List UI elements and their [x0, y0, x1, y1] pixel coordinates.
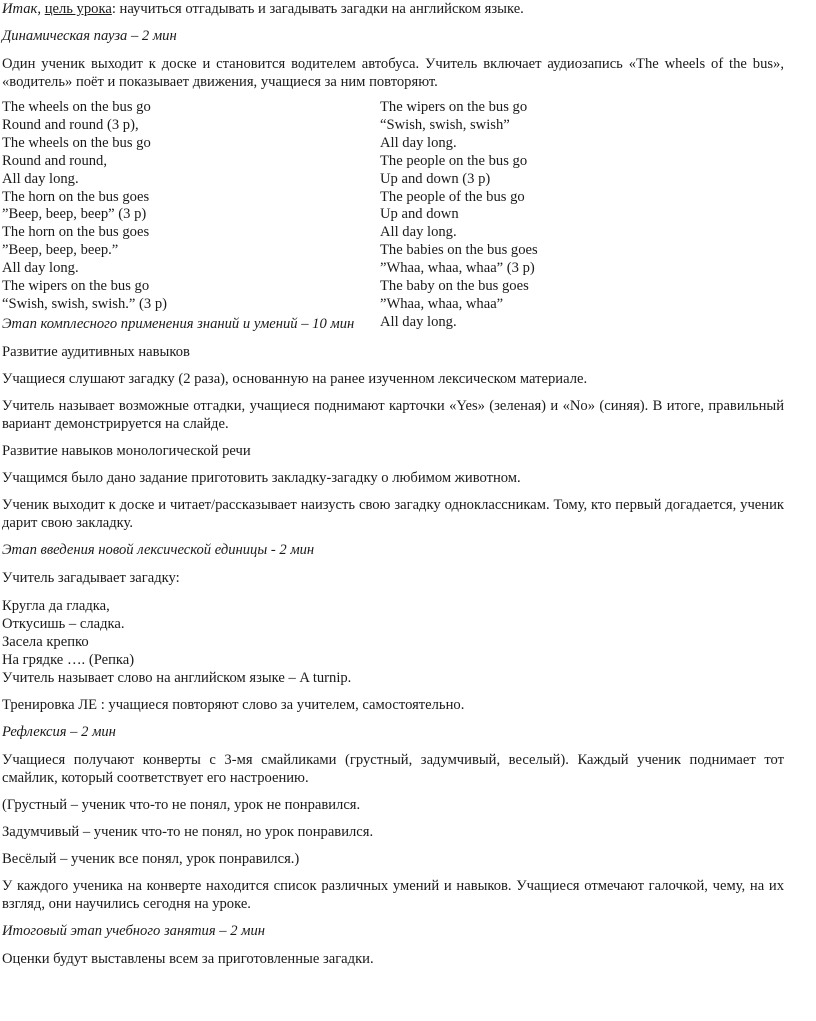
reflection-paragraph: Учащиеся получают конверты с 3-мя смайликами (грустный, задумчивый, веселый). Каждый ученик поднимает тот смайлик, который соответствует его настроению. — [2, 751, 784, 786]
reflection-paragraph: У каждого ученика на конверте находится список различных умений и навыков. Учащиеся отмечают галочкой, чему, на их взгляд, они научились сегодня на уроке. — [2, 877, 784, 912]
final-paragraph: Оценки будут выставлены всем за приготовленные загадки. — [2, 950, 374, 967]
song-lyrics — [2, 99, 784, 332]
reflection-paragraph: Весёлый – ученик все понял, урок понравился.) — [2, 850, 300, 867]
lyric-line: The wheels on the bus go — [2, 134, 151, 151]
reflection-paragraph: Задумчивый – ученик что-то не понял, но урок понравился. — [2, 823, 374, 840]
heading-new-unit: Этап введения новой лексической единицы - 2 мин — [2, 541, 315, 558]
lyric-line: Up and down — [380, 206, 459, 223]
subheading-speaking: Развитие навыков монологической речи — [2, 442, 251, 459]
riddle-line: Засела крепко — [2, 633, 89, 650]
lyric-line: The horn on the bus goes — [2, 188, 150, 205]
riddle-line: Откусишь – сладка. — [2, 615, 125, 632]
lyric-line: All day long. — [380, 134, 457, 151]
new-unit-paragraph: Учитель загадывает загадку: — [2, 569, 180, 586]
complex-paragraph: Ученик выходит к доске и читает/рассказывает наизусть свою загадку одноклассникам. Тому, кто первый догадается, ученик дарит свою закладку. — [2, 496, 784, 531]
lyric-line: The people of the bus go — [380, 188, 525, 205]
complex-paragraph: Учащиеся слушают загадку (2 раза), основанную на ранее изученном лексическом материале. — [2, 370, 588, 387]
intro-label: Итак — [2, 1, 38, 17]
riddle-line: Кругла да гладка, — [2, 597, 110, 614]
riddle-line: На грядке …. (Репка) — [2, 651, 135, 668]
lesson-goal: Итак, цель урока: научиться отгадывать и загадывать загадки на английском языке. — [2, 1, 524, 17]
lyric-line: The wipers on the bus go — [380, 99, 528, 115]
new-unit-paragraph: Тренировка ЛЕ : учащиеся повторяют слово за учителем, самостоятельно. — [2, 696, 465, 713]
dynamic-pause-text: Один ученик выходит к доске и становится водителем автобуса. Учитель включает аудиозапись «The wheels of the bus», «водитель» поёт и показывает движения, учащиеся за ним повторяют. — [2, 56, 784, 90]
lyric-line: Round and round, — [2, 152, 107, 169]
goal-text: : научиться отгадывать и загадывать загадки на английском языке. — [111, 1, 524, 17]
lyric-line: The babies on the bus goes — [380, 242, 538, 259]
lyric-line: The horn on the bus goes — [2, 224, 150, 241]
complex-paragraph: Учащимся было дано задание приготовить закладку-загадку о любимом животном. — [2, 469, 521, 486]
lyric-line: All day long. — [2, 170, 79, 187]
song-column-right — [380, 99, 780, 332]
heading-final-stage: Итоговый этап учебного занятия – 2 мин — [2, 922, 265, 939]
lyric-line: Round and round (3 p), — [2, 116, 139, 133]
lyric-line: All day long. — [380, 224, 457, 241]
song-column-left — [2, 99, 380, 332]
heading-reflection: Рефлексия – 2 мин — [2, 723, 116, 740]
lyric-line: ”Beep, beep, beep.” — [2, 242, 119, 259]
complex-paragraph: Учитель называет возможные отгадки, учащиеся поднимают карточки «Yes» (зеленая) и «No» (синяя). В итоге, правильный вариант демонстрируется на слайде. — [2, 397, 784, 432]
lyric-line: ”Whaa, whaa, whaa” — [380, 295, 504, 312]
lyric-line: “Swish, swish, swish” — [380, 116, 510, 133]
lyric-line: Up and down (3 p) — [380, 170, 491, 187]
lyric-line: The wheels on the bus go — [2, 99, 151, 115]
lyric-line: ”Whaa, whaa, whaa” (3 p) — [380, 260, 535, 277]
lyric-line: The wipers on the bus go — [2, 278, 150, 295]
lyric-line: “Swish, swish, swish.” (3 p) — [2, 295, 167, 312]
lyric-line: The people on the bus go — [380, 152, 528, 169]
lyric-line: All day long. — [380, 313, 457, 330]
riddle-line: Учитель называет слово на английском языке – A turnip. — [2, 669, 352, 686]
goal-label: цель урока — [44, 1, 112, 17]
lyric-line: The baby on the bus goes — [380, 278, 529, 295]
heading-dynamic-pause: Динамическая пауза – 2 мин — [2, 28, 177, 44]
subheading-listening: Развитие аудитивных навыков — [2, 343, 190, 360]
lyric-line: All day long. — [2, 260, 79, 277]
heading-complex-stage: Этап комплесного применения знаний и умений – 10 мин — [2, 315, 355, 332]
riddle — [2, 597, 784, 687]
reflection-paragraph: (Грустный – ученик что-то не понял, урок не понравился. — [2, 796, 361, 813]
lyric-line: ”Beep, beep, beep” (3 p) — [2, 206, 147, 223]
